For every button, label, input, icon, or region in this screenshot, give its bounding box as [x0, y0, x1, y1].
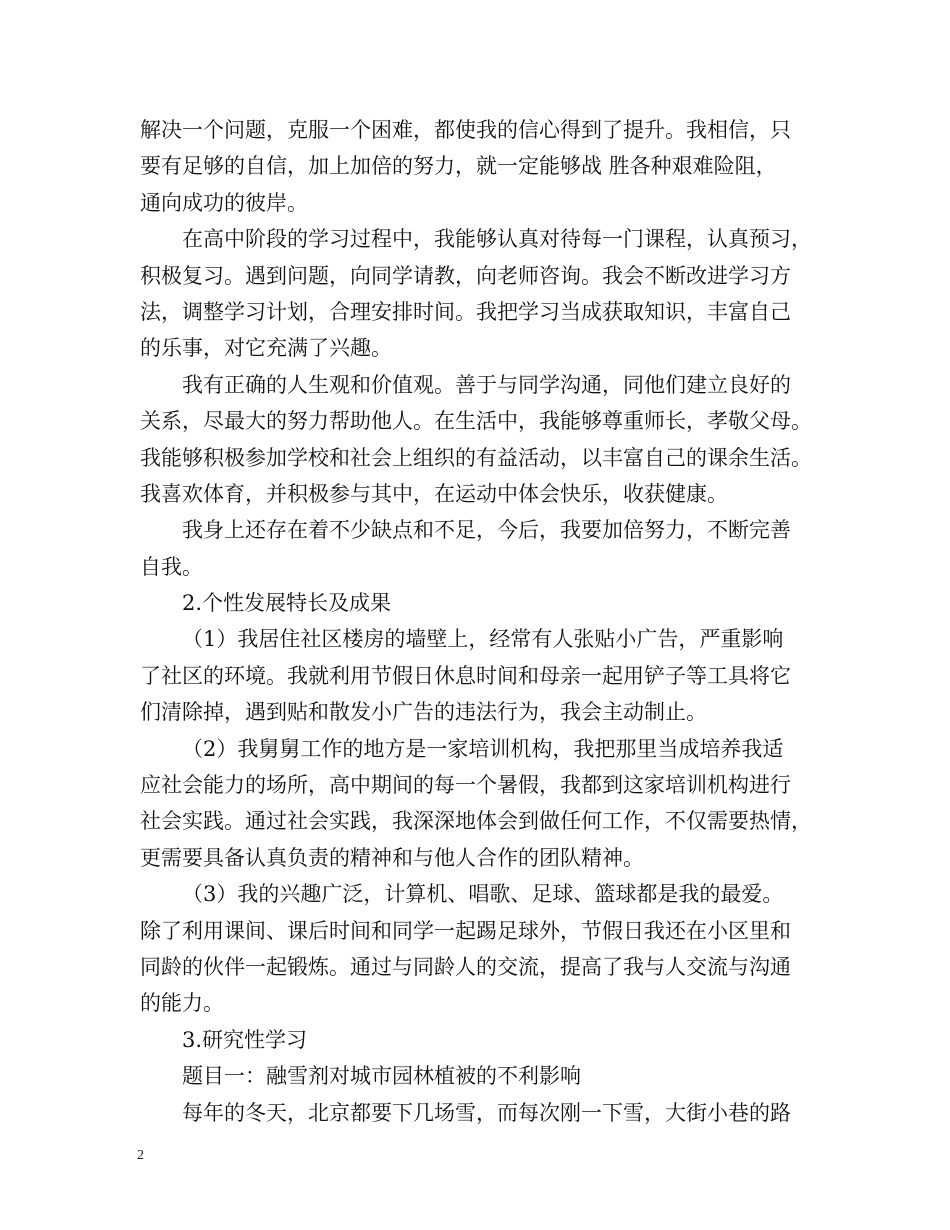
text-line: 在高中阶段的学习过程中，我能够认真对待每一门课程，认真预习，: [182, 227, 812, 252]
text-line: 同龄的伙伴一起锻炼。通过与同龄人的交流，提高了我与人交流与沟通: [140, 954, 791, 979]
text-line: 更需要具备认真负责的精神和与他人合作的团队精神。: [140, 845, 644, 870]
text-line: 题目一：融雪剂对城市园林植被的不利影响: [182, 1064, 581, 1089]
text-line: （1）我居住社区楼房的墙壁上，经常有人张贴小广告，严重影响: [182, 627, 784, 652]
text-line: 的乐事，对它充满了兴趣。: [140, 336, 392, 361]
text-line: 积极复习。遇到问题，向同学请教，向老师咨询。我会不断改进学习方: [140, 263, 791, 288]
text-line: 通向成功的彼岸。: [140, 190, 308, 215]
body-text: [140, 112, 840, 1131]
text-line: 们清除掉，遇到贴和散发小广告的违法行为，我会主动制止。: [140, 700, 707, 725]
text-line: 了社区的环境。我就利用节假日休息时间和母亲一起用铲子等工具将它: [140, 663, 791, 688]
text-line: （3）我的兴趣广泛，计算机、唱歌、足球、篮球都是我的最爱。: [182, 882, 784, 907]
text-line: 法，调整学习计划，合理安排时间。我把学习当成获取知识，丰富自己: [140, 299, 791, 324]
text-line: 要有足够的自信，加上加倍的努力，就一定能够战 胜各种艰难险阻，: [140, 154, 777, 179]
text-line: 的能力。: [140, 991, 224, 1016]
text-line: 自我。: [140, 554, 203, 579]
text-line: 我能够积极参加学校和社会上组织的有益活动，以丰富自己的课余生活。: [140, 445, 812, 470]
text-line: 我有正确的人生观和价值观。善于与同学沟通，同他们建立良好的: [182, 372, 791, 397]
text-line: 关系，尽最大的努力帮助他人。在生活中，我能够尊重师长，孝敬父母。: [140, 409, 812, 434]
text-line: 除了利用课间、课后时间和同学一起踢足球外，节假日我还在小区里和: [140, 918, 791, 943]
text-line: 每年的冬天，北京都要下几场雪，而每次刚一下雪，大街小巷的路: [182, 1100, 791, 1125]
text-line: 解决一个问题，克服一个困难，都使我的信心得到了提升。我相信，只: [140, 118, 791, 142]
text-line: 应社会能力的场所，高中期间的每一个暑假，我都到这家培训机构进行: [140, 773, 791, 798]
text-line: 2.个性发展特长及成果: [182, 591, 392, 616]
text-line: 我喜欢体育，并积极参与其中，在运动中体会快乐，收获健康。: [140, 481, 728, 506]
text-line: 3.研究性学习: [182, 1027, 308, 1052]
page-number: 2: [137, 1148, 144, 1163]
text-line: （2）我舅舅工作的地方是一家培训机构，我把那里当成培养我适: [182, 736, 784, 761]
text-line: 我身上还存在着不少缺点和不足，今后，我要加倍努力，不断完善: [182, 518, 791, 543]
text-line: 社会实践。通过社会实践，我深深地体会到做任何工作，不仅需要热情，: [140, 809, 812, 834]
